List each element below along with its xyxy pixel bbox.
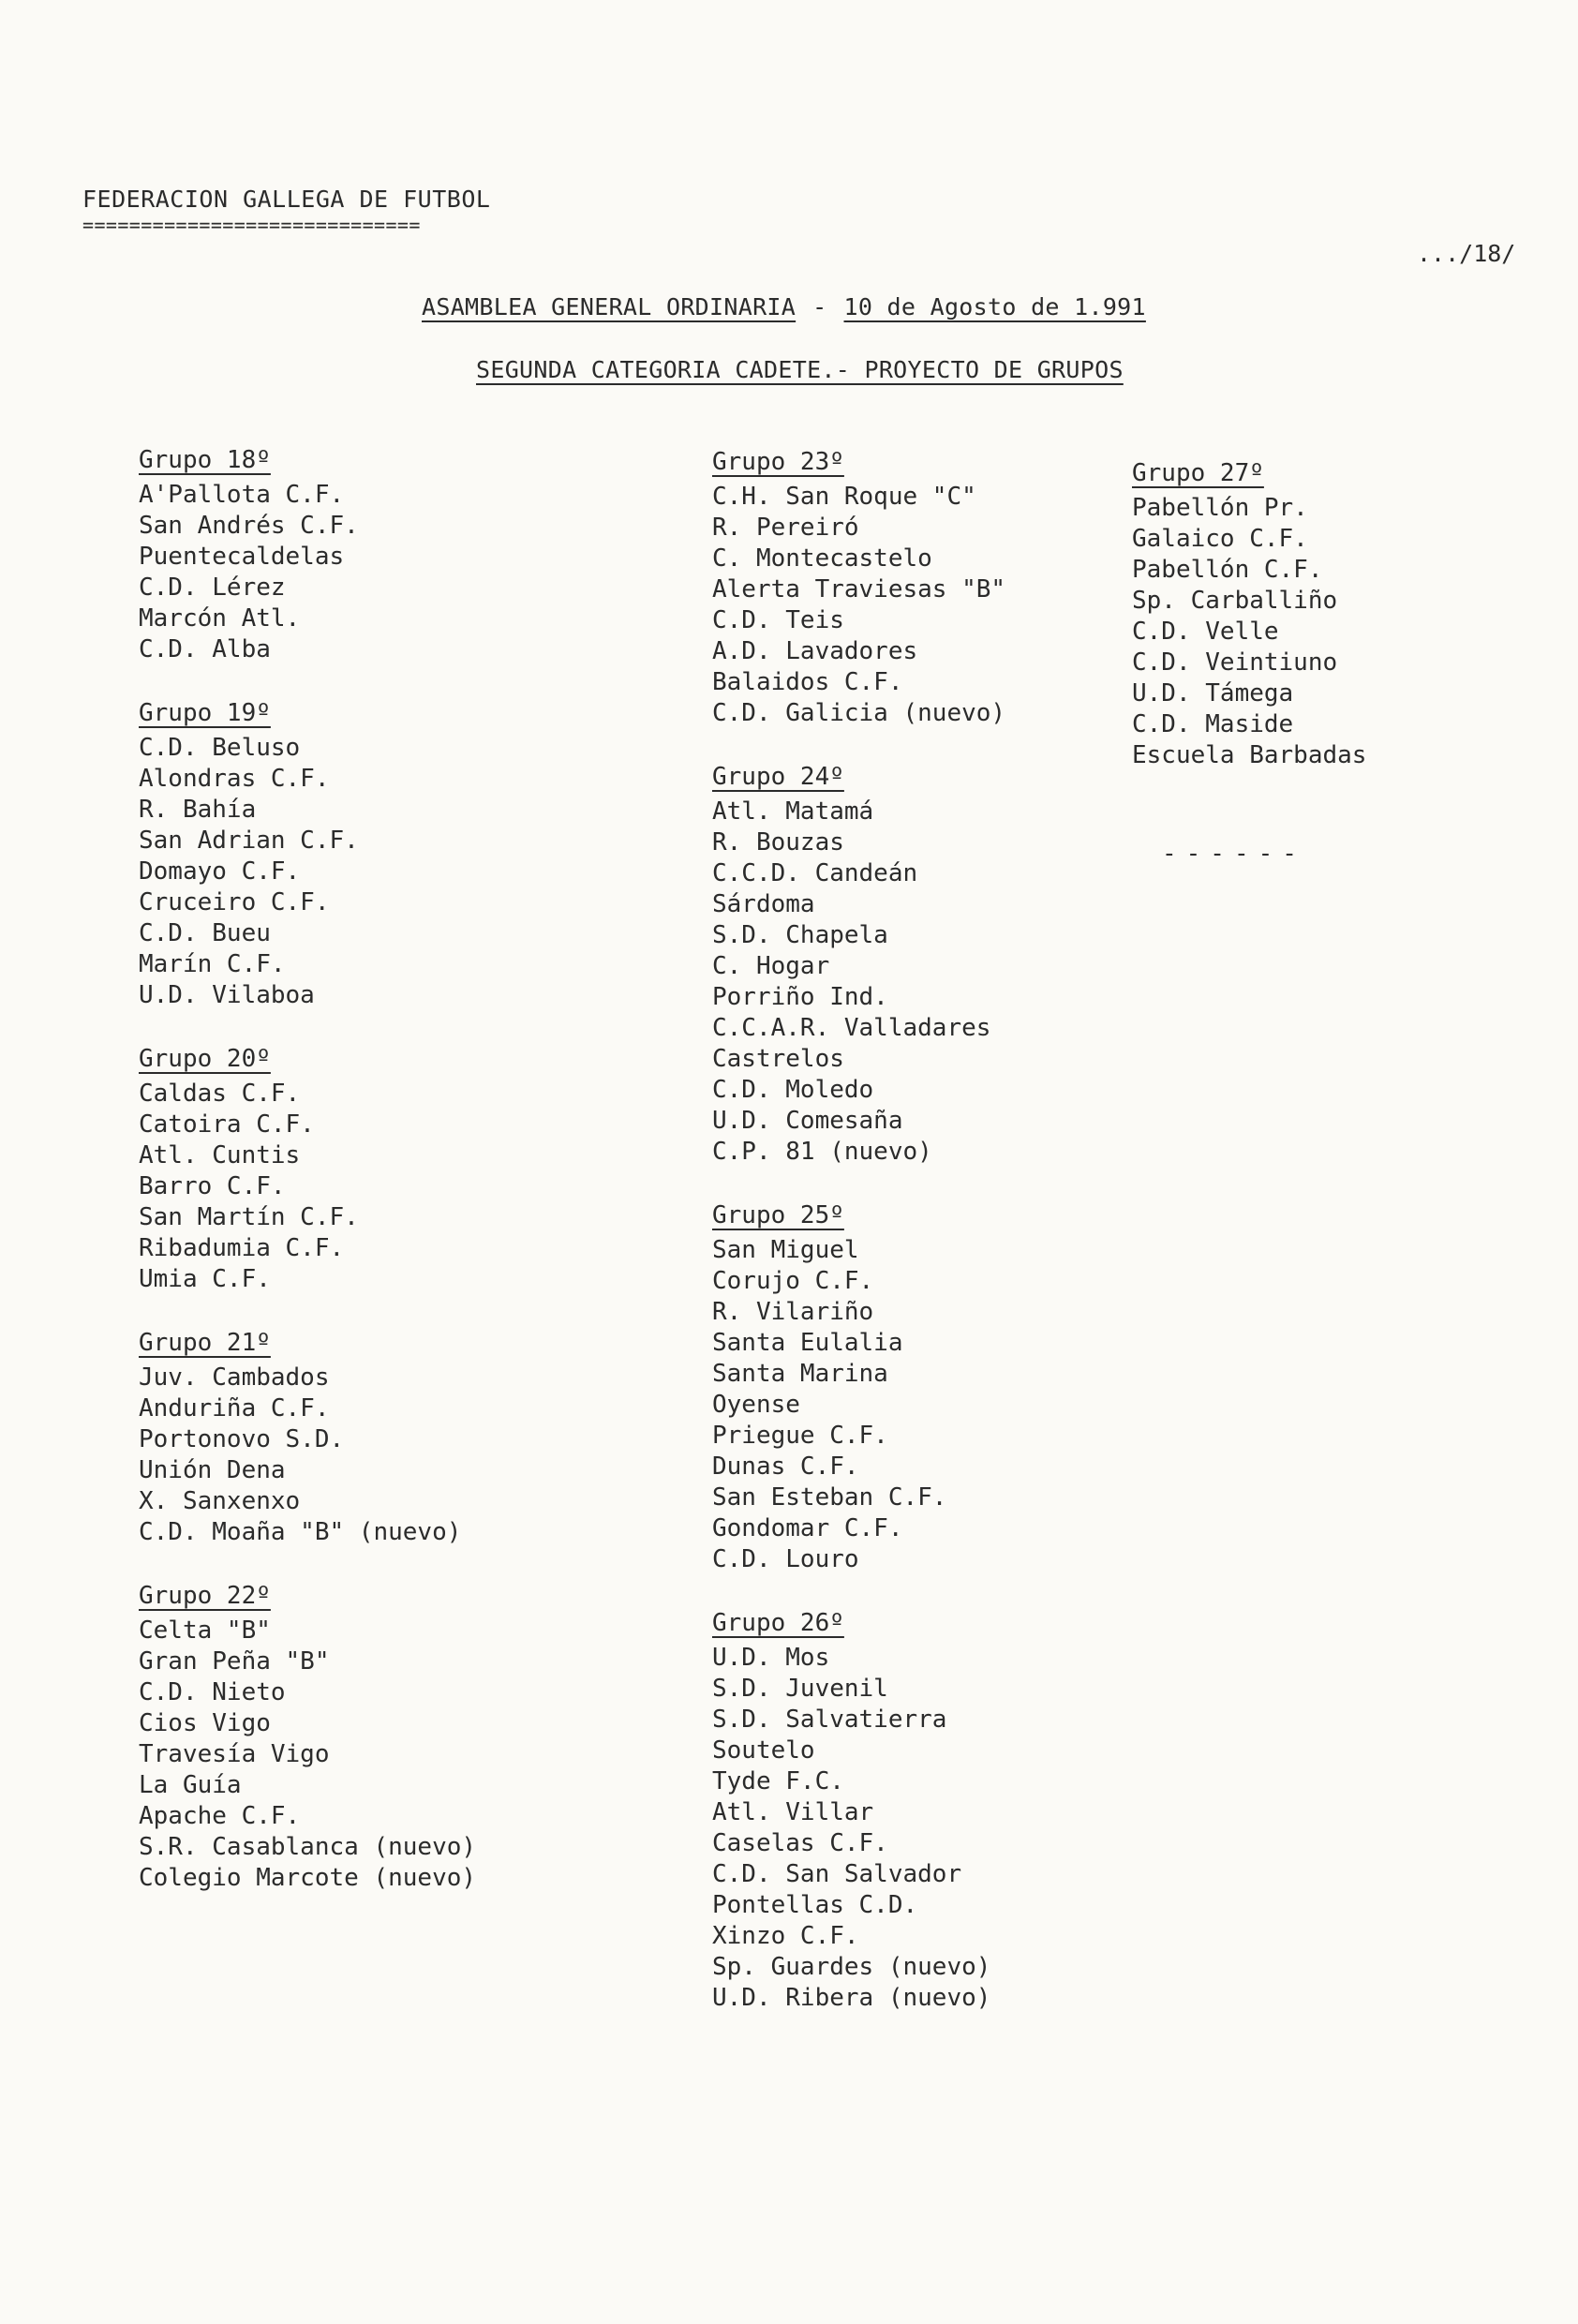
team-name: Pontellas C.D.	[712, 1891, 918, 1919]
team-name: C.D. Moaña "B" (nuevo)	[139, 1518, 462, 1546]
group-title: Grupo 24º	[712, 763, 844, 791]
team-name: X. Sanxenxo	[139, 1487, 301, 1515]
team-name: Marín C.F.	[139, 950, 286, 978]
team-name: Tyde F.C.	[712, 1767, 844, 1795]
group-block	[712, 1609, 1005, 2014]
end-mark: ------	[1162, 840, 1306, 868]
team-name: C.P. 81 (nuevo)	[712, 1138, 932, 1166]
group-title: Grupo 19º	[139, 699, 271, 727]
groups-column-left	[139, 446, 476, 1928]
team-name: Pabellón Pr.	[1132, 494, 1308, 522]
team-name: S.R. Casablanca (nuevo)	[139, 1833, 477, 1861]
team-name: Travesía Vigo	[139, 1740, 330, 1768]
heading-separator: -	[812, 293, 827, 320]
team-name: Sp. Guardes (nuevo)	[712, 1953, 991, 1981]
group-title: Grupo 21º	[139, 1329, 271, 1357]
team-name: C. Montecastelo	[712, 544, 932, 573]
group-block	[139, 699, 476, 1011]
team-name: Gondomar C.F.	[712, 1514, 903, 1542]
team-name: U.D. Vilaboa	[139, 981, 315, 1009]
team-name: San Esteban C.F.	[712, 1483, 947, 1512]
team-name: U.D. Comesaña	[712, 1107, 903, 1135]
team-name: Alondras C.F.	[139, 765, 330, 793]
team-name: Sárdoma	[712, 890, 815, 918]
team-name: U.D. Mos	[712, 1644, 830, 1672]
team-name: C.D. Galicia (nuevo)	[712, 699, 1006, 727]
assembly-date: 10 de Agosto de 1.991	[843, 293, 1146, 320]
team-name: San Adrian C.F.	[139, 827, 359, 855]
team-name: San Andrés C.F.	[139, 512, 359, 540]
team-name: Portonovo S.D.	[139, 1425, 345, 1453]
groups-column-right	[1132, 459, 1366, 805]
team-name: Marcón Atl.	[139, 604, 301, 633]
team-name: S.D. Juvenil	[712, 1675, 888, 1703]
group-title: Grupo 27º	[1132, 459, 1264, 487]
team-name: Celta "B"	[139, 1616, 271, 1645]
team-name: Barro C.F.	[139, 1172, 286, 1200]
category-title: SEGUNDA CATEGORIA CADETE.- PROYECTO DE GRUPOS	[476, 356, 1124, 383]
team-name: Atl. Matamá	[712, 797, 874, 826]
team-name: C.D. Velle	[1132, 618, 1279, 646]
team-name: Corujo C.F.	[712, 1267, 874, 1295]
team-name: Cruceiro C.F.	[139, 888, 330, 916]
team-name: Puentecaldelas	[139, 543, 345, 571]
page-reference: .../18/	[1417, 240, 1516, 267]
team-name: C.D. Alba	[139, 635, 271, 663]
group-block	[139, 1045, 476, 1295]
group-title: Grupo 26º	[712, 1609, 844, 1637]
team-name: C.D. Maside	[1132, 710, 1294, 738]
team-name: Caldas C.F.	[139, 1080, 301, 1108]
team-name: C.D. Moledo	[712, 1076, 874, 1104]
team-name: C.D. Teis	[712, 606, 844, 634]
team-name: R. Bahía	[139, 796, 257, 824]
team-name: Galaico C.F.	[1132, 525, 1308, 553]
group-block	[712, 448, 1005, 729]
assembly-heading	[422, 293, 1146, 320]
team-name: Oyense	[712, 1391, 800, 1419]
team-name: Escuela Barbadas	[1132, 741, 1367, 769]
team-name: Priegue C.F.	[712, 1422, 888, 1450]
organization-name: FEDERACION GALLEGA DE FUTBOL	[82, 186, 491, 213]
group-block	[139, 1329, 476, 1548]
team-name: C.D. Louro	[712, 1545, 859, 1573]
team-name: C.C.A.R. Valladares	[712, 1014, 991, 1042]
team-name: Gran Peña "B"	[139, 1647, 330, 1676]
team-name: Apache C.F.	[139, 1802, 301, 1830]
group-title: Grupo 18º	[139, 446, 271, 474]
group-title: Grupo 23º	[712, 448, 844, 476]
team-name: Atl. Cuntis	[139, 1141, 301, 1169]
team-name: Caselas C.F.	[712, 1829, 888, 1857]
team-name: Anduriña C.F.	[139, 1394, 330, 1423]
team-name: Umia C.F.	[139, 1265, 271, 1293]
team-name: U.D. Ribera (nuevo)	[712, 1984, 991, 2012]
team-name: Atl. Villar	[712, 1798, 874, 1826]
group-title: Grupo 20º	[139, 1045, 271, 1073]
team-name: Sp. Carballiño	[1132, 587, 1338, 615]
group-block	[1132, 459, 1366, 771]
team-name: Santa Marina	[712, 1360, 888, 1388]
team-name: Ribadumia C.F.	[139, 1234, 345, 1262]
team-name: C.D. Veintiuno	[1132, 648, 1338, 677]
team-name: Catoira C.F.	[139, 1110, 315, 1139]
team-name: S.D. Salvatierra	[712, 1706, 947, 1734]
team-name: Pabellón C.F.	[1132, 556, 1323, 584]
team-name: R. Bouzas	[712, 828, 844, 857]
team-name: C.D. Lérez	[139, 574, 286, 602]
team-name: Domayo C.F.	[139, 857, 301, 886]
team-name: R. Pereiró	[712, 514, 859, 542]
team-name: Colegio Marcote (nuevo)	[139, 1864, 477, 1892]
team-name: Soutelo	[712, 1736, 815, 1765]
team-name: San Miguel	[712, 1236, 859, 1264]
group-block	[712, 1201, 1005, 1575]
team-name: C.D. Beluso	[139, 734, 301, 762]
team-name: Alerta Traviesas "B"	[712, 575, 1006, 603]
team-name: Dunas C.F.	[712, 1452, 859, 1481]
team-name: C.C.D. Candeán	[712, 859, 918, 887]
groups-column-middle	[712, 448, 1005, 2048]
team-name: C. Hogar	[712, 952, 830, 980]
group-block	[139, 1582, 476, 1894]
team-name: C.H. San Roque "C"	[712, 483, 976, 511]
team-name: C.D. Bueu	[139, 919, 271, 947]
team-name: C.D. Nieto	[139, 1678, 286, 1706]
team-name: S.D. Chapela	[712, 921, 888, 949]
team-name: A.D. Lavadores	[712, 637, 918, 665]
team-name: Santa Eulalia	[712, 1329, 903, 1357]
team-name: A'Pallota C.F.	[139, 481, 345, 509]
team-name: Juv. Cambados	[139, 1363, 330, 1392]
group-title: Grupo 22º	[139, 1582, 271, 1610]
team-name: San Martín C.F.	[139, 1203, 359, 1231]
team-name: Porriño Ind.	[712, 983, 888, 1011]
team-name: R. Vilariño	[712, 1298, 874, 1326]
team-name: Balaidos C.F.	[712, 668, 903, 696]
team-name: Castrelos	[712, 1045, 844, 1073]
team-name: U.D. Támega	[1132, 679, 1294, 708]
team-name: Xinzo C.F.	[712, 1922, 859, 1950]
organization-underline: =============================	[82, 214, 421, 236]
group-block	[139, 446, 476, 665]
group-title: Grupo 25º	[712, 1201, 844, 1229]
team-name: Unión Dena	[139, 1456, 286, 1484]
team-name: Cios Vigo	[139, 1709, 271, 1737]
assembly-title: ASAMBLEA GENERAL ORDINARIA	[422, 293, 796, 320]
group-block	[712, 763, 1005, 1168]
team-name: La Guía	[139, 1771, 242, 1799]
team-name: C.D. San Salvador	[712, 1860, 962, 1888]
